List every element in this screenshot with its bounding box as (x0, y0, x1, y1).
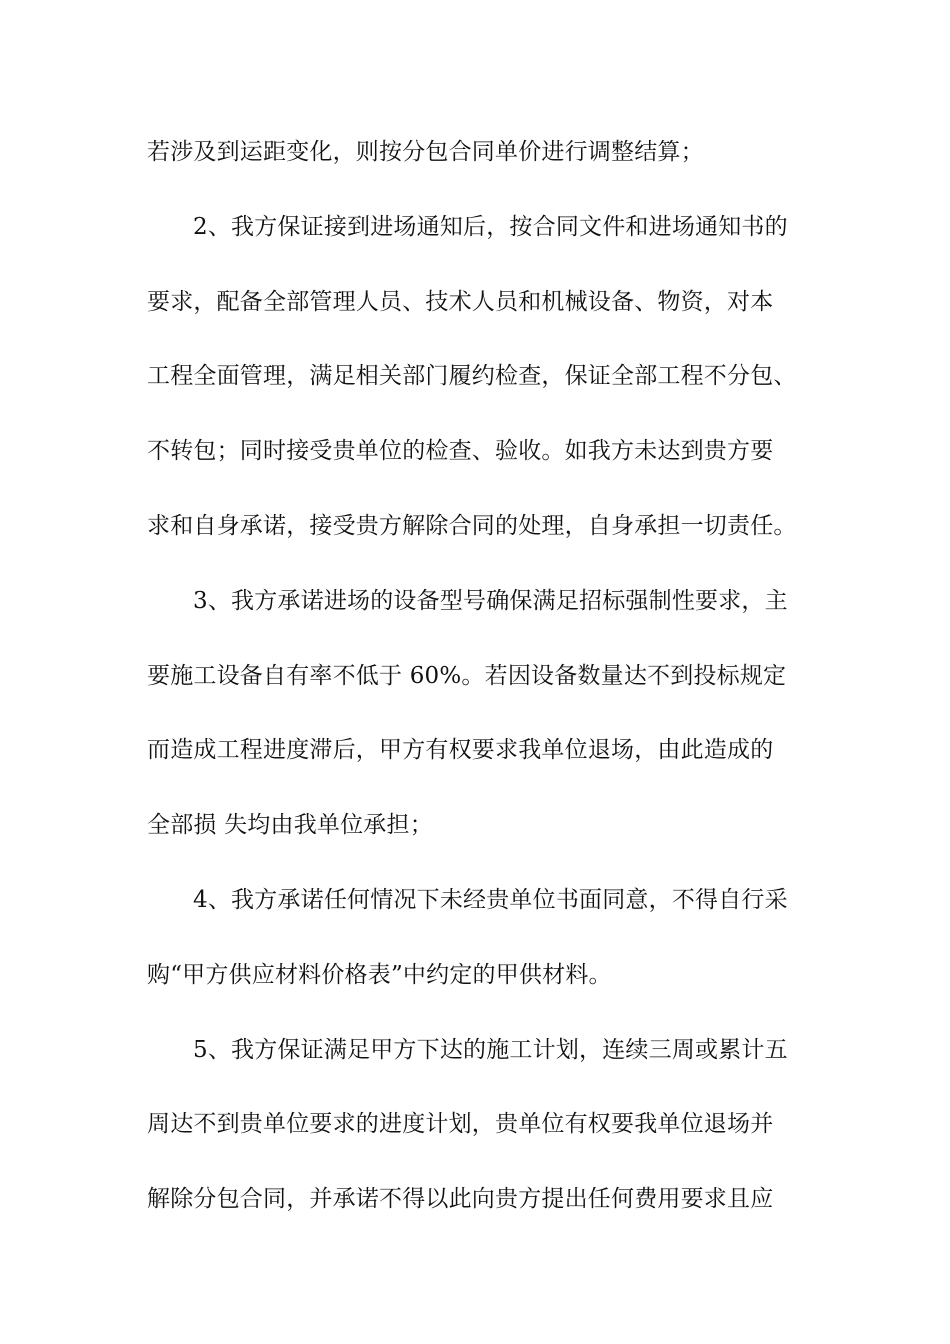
text-line: 周达不到贵单位要求的进度计划，贵单位有权要我单位退场并 (147, 1111, 774, 1138)
text-line: 全部损 失均由我单位承担； (147, 812, 433, 839)
text-line: 购“甲方供应材料价格表”中约定的甲供材料。 (147, 961, 612, 988)
text-line: 5、我方保证满足甲方下达的施工计划，连续三周或累计五 (193, 1036, 788, 1063)
text-line: 4、我方承诺任何情况下未经贵单位书面同意，不得自行采 (193, 886, 788, 913)
text-line: 工程全面管理，满足相关部门履约检查，保证全部工程不分包、 (147, 363, 797, 390)
text-line: 解除分包合同，并承诺不得以此向贵方提出任何费用要求且应 (147, 1186, 774, 1213)
text-line: 求和自身承诺，接受贵方解除合同的处理，自身承担一切责任。 (147, 512, 797, 539)
text-line: 要施工设备自有率不低于 60%。若因设备数量达不到投标规定 (147, 662, 787, 689)
body-text (147, 128, 812, 1250)
text-line: 3、我方承诺进场的设备型号确保满足招标强制性要求，主 (193, 587, 788, 614)
text-line: 要求，配备全部管理人员、技术人员和机械设备、物资，对本 (147, 288, 774, 315)
text-line: 若涉及到运距变化，则按分包合同单价进行调整结算； (147, 139, 704, 165)
text-line: 不转包；同时接受贵单位的检查、验收。如我方未达到贵方要 (147, 438, 774, 465)
text-line: 2、我方保证接到进场通知后，按合同文件和进场通知书的 (193, 213, 788, 240)
text-line: 而造成工程进度滞后，甲方有权要求我单位退场，由此造成的 (147, 737, 774, 764)
